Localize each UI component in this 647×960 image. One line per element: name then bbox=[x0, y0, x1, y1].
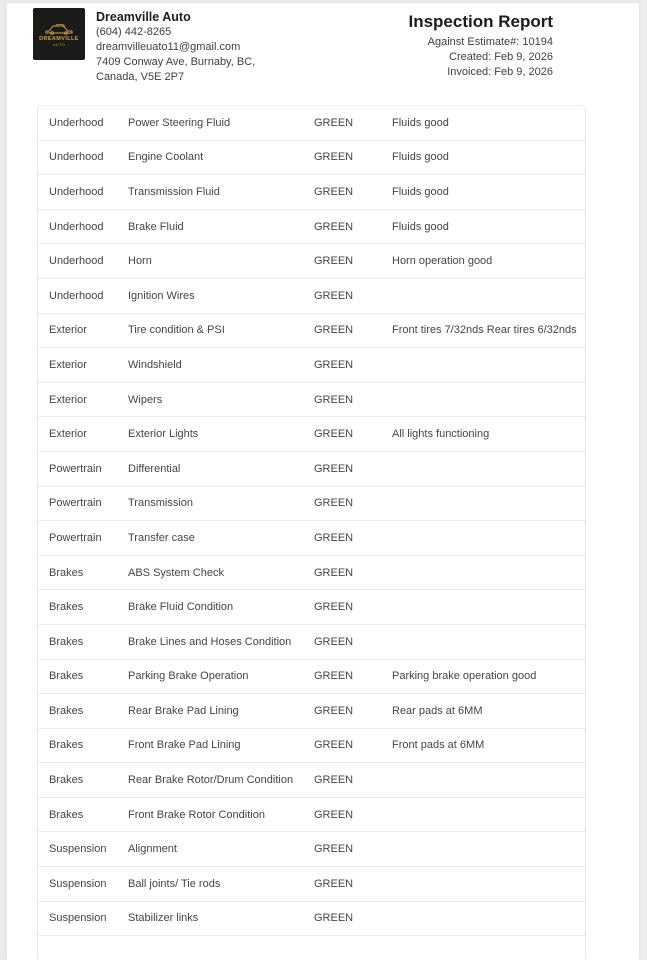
row-status: GREEN bbox=[314, 220, 354, 233]
row-item: Front Brake Pad Lining bbox=[128, 739, 241, 752]
row-status: GREEN bbox=[314, 635, 354, 648]
table-row bbox=[38, 521, 585, 556]
company-info bbox=[96, 8, 255, 85]
row-category: Brakes bbox=[49, 808, 84, 821]
company-phone: (604) 442-8265 bbox=[96, 26, 172, 38]
table-row bbox=[38, 106, 585, 141]
row-status: GREEN bbox=[314, 289, 354, 302]
row-note: All lights functioning bbox=[392, 428, 490, 441]
row-category: Underhood bbox=[49, 220, 104, 233]
row-category: Brakes bbox=[49, 601, 84, 614]
row-category: Brakes bbox=[49, 704, 84, 717]
row-status: GREEN bbox=[314, 428, 354, 441]
report-header bbox=[7, 3, 639, 85]
row-status: GREEN bbox=[314, 185, 354, 198]
row-item: Exterior Lights bbox=[128, 428, 199, 441]
row-category: Underhood bbox=[49, 289, 104, 302]
estimate-reference: Against Estimate#: 10194 bbox=[427, 36, 553, 48]
table-row bbox=[38, 832, 585, 867]
row-category: Brakes bbox=[49, 774, 84, 787]
table-row bbox=[38, 867, 585, 902]
table-row bbox=[38, 141, 585, 176]
row-item: Rear Brake Pad Lining bbox=[128, 704, 239, 717]
row-category: Underhood bbox=[49, 255, 104, 268]
row-item: Rear Brake Rotor/Drum Condition bbox=[128, 774, 294, 787]
row-category: Underhood bbox=[49, 185, 104, 198]
row-status: GREEN bbox=[314, 877, 354, 890]
row-status: GREEN bbox=[314, 704, 354, 717]
row-note: Fluids good bbox=[392, 220, 449, 233]
row-status: GREEN bbox=[314, 358, 354, 371]
row-item: Horn bbox=[128, 255, 152, 268]
row-category: Brakes bbox=[49, 635, 84, 648]
row-category: Exterior bbox=[49, 324, 87, 337]
table-row bbox=[38, 314, 585, 349]
row-item: ABS System Check bbox=[128, 566, 224, 579]
created-date: Created: Feb 9, 2026 bbox=[449, 51, 553, 63]
row-status: GREEN bbox=[314, 566, 354, 579]
row-category: Underhood bbox=[49, 116, 104, 129]
table-row bbox=[38, 452, 585, 487]
table-row bbox=[38, 902, 585, 937]
row-status: GREEN bbox=[314, 255, 354, 268]
table-row bbox=[38, 694, 585, 729]
row-note: Fluids good bbox=[392, 185, 449, 198]
table-row bbox=[38, 763, 585, 798]
row-status: GREEN bbox=[314, 531, 354, 544]
row-status: GREEN bbox=[314, 670, 354, 683]
row-item: Stabilizer links bbox=[128, 912, 199, 925]
row-item: Windshield bbox=[128, 358, 182, 371]
row-category: Brakes bbox=[49, 566, 84, 579]
table-row bbox=[38, 383, 585, 418]
row-item: Ignition Wires bbox=[128, 289, 195, 302]
inspection-table-body bbox=[38, 106, 585, 936]
row-item: Front Brake Rotor Condition bbox=[128, 808, 265, 821]
row-category: Exterior bbox=[49, 358, 87, 371]
row-status: GREEN bbox=[314, 912, 354, 925]
table-row bbox=[38, 660, 585, 695]
company-block bbox=[33, 8, 255, 85]
row-status: GREEN bbox=[314, 116, 354, 129]
row-category: Powertrain bbox=[49, 531, 102, 544]
report-page bbox=[7, 3, 639, 960]
table-row bbox=[38, 417, 585, 452]
company-name: Dreamville Auto bbox=[96, 10, 191, 24]
table-row bbox=[38, 798, 585, 833]
row-item: Differential bbox=[128, 462, 181, 475]
inspection-table bbox=[37, 105, 586, 958]
report-meta bbox=[408, 8, 553, 85]
table-row bbox=[38, 487, 585, 522]
row-item: Wipers bbox=[128, 393, 163, 406]
row-note: Fluids good bbox=[392, 116, 449, 129]
row-item: Ball joints/ Tie rods bbox=[128, 877, 221, 890]
logo-wordmark: DREAMVILLE bbox=[39, 35, 79, 42]
table-row bbox=[38, 244, 585, 279]
table-row bbox=[38, 625, 585, 660]
table-row bbox=[38, 279, 585, 314]
row-status: GREEN bbox=[314, 808, 354, 821]
row-status: GREEN bbox=[314, 151, 354, 164]
row-note: Horn operation good bbox=[392, 255, 493, 268]
row-category: Exterior bbox=[49, 393, 87, 406]
row-status: GREEN bbox=[314, 774, 354, 787]
row-item: Brake Fluid Condition bbox=[128, 601, 234, 614]
row-item: Power Steering Fluid bbox=[128, 116, 231, 129]
row-item: Alignment bbox=[128, 843, 177, 856]
table-row bbox=[38, 729, 585, 764]
table-row bbox=[38, 348, 585, 383]
row-status: GREEN bbox=[314, 601, 354, 614]
row-category: Brakes bbox=[49, 739, 84, 752]
row-category: Suspension bbox=[49, 843, 107, 856]
row-category: Brakes bbox=[49, 670, 84, 683]
logo-subtext: AUTO bbox=[52, 41, 66, 47]
table-row bbox=[38, 590, 585, 625]
report-title: Inspection Report bbox=[408, 12, 553, 31]
company-logo bbox=[33, 8, 85, 60]
row-category: Suspension bbox=[49, 912, 107, 925]
row-note: Rear pads at 6MM bbox=[392, 704, 483, 717]
company-email: dreamvilleuato11@gmail.com bbox=[96, 41, 241, 53]
car-logo-icon bbox=[43, 22, 75, 35]
company-address-line1: 7409 Conway Ave, Burnaby, BC, bbox=[96, 56, 256, 68]
row-note: Front pads at 6MM bbox=[392, 739, 485, 752]
row-category: Powertrain bbox=[49, 462, 102, 475]
row-item: Brake Lines and Hoses Condition bbox=[128, 635, 292, 648]
table-row bbox=[38, 210, 585, 245]
row-note: Front tires 7/32nds Rear tires 6/32nds bbox=[392, 324, 577, 337]
row-note: Parking brake operation good bbox=[392, 670, 537, 683]
invoiced-date: Invoiced: Feb 9, 2026 bbox=[447, 66, 553, 78]
row-item: Tire condition & PSI bbox=[128, 324, 225, 337]
row-category: Powertrain bbox=[49, 497, 102, 510]
row-category: Underhood bbox=[49, 151, 104, 164]
row-item: Parking Brake Operation bbox=[128, 670, 249, 683]
company-address-line2: Canada, V5E 2P7 bbox=[96, 71, 185, 83]
table-row bbox=[38, 556, 585, 591]
row-item: Transmission bbox=[128, 497, 193, 510]
row-category: Exterior bbox=[49, 428, 87, 441]
row-note: Fluids good bbox=[392, 151, 449, 164]
row-status: GREEN bbox=[314, 462, 354, 475]
row-status: GREEN bbox=[314, 497, 354, 510]
row-item: Brake Fluid bbox=[128, 220, 184, 233]
row-status: GREEN bbox=[314, 393, 354, 406]
row-item: Engine Coolant bbox=[128, 151, 204, 164]
row-status: GREEN bbox=[314, 324, 354, 337]
row-item: Transmission Fluid bbox=[128, 185, 220, 198]
row-status: GREEN bbox=[314, 843, 354, 856]
row-status: GREEN bbox=[314, 739, 354, 752]
table-row bbox=[38, 175, 585, 210]
row-item: Transfer case bbox=[128, 531, 195, 544]
row-category: Suspension bbox=[49, 877, 107, 890]
